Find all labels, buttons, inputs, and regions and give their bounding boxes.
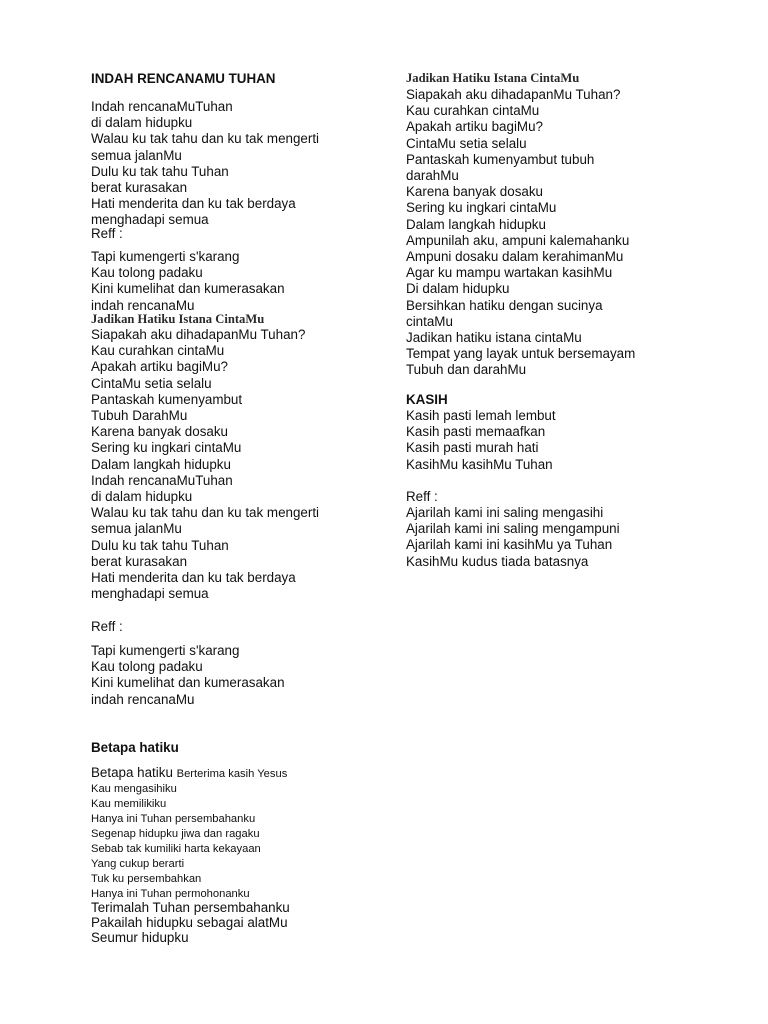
lyric-line: Karena banyak dosaku bbox=[406, 184, 543, 200]
reff-label: Reff : bbox=[91, 226, 123, 241]
lyric-line: Kini kumelihat dan kumerasakan bbox=[91, 281, 285, 297]
lyric-line: Siapakah aku dihadapanMu Tuhan? bbox=[406, 87, 621, 102]
lyric-line: Pantaskah kumenyambut bbox=[91, 391, 243, 407]
lyric-line: di dalam hidupku bbox=[91, 489, 193, 505]
lyric-line: indah rencanaMu bbox=[91, 691, 195, 707]
lyric-line: Sebab tak kumiliki harta kekayaan bbox=[91, 843, 261, 855]
lyric-line: Dulu ku tak tahu Tuhan bbox=[91, 163, 229, 179]
lyric-line: Walau ku tak tahu dan ku tak mengerti bbox=[91, 505, 320, 521]
lyric-line: Tempat yang layak untuk bersemayam bbox=[406, 346, 636, 362]
lyric-line: Tapi kumengerti s'karang bbox=[91, 249, 240, 264]
lyric-line: Jadikan hatiku istana cintaMu bbox=[406, 330, 582, 346]
lyric-line: Seumur hidupku bbox=[91, 930, 189, 945]
reff-1 bbox=[91, 249, 381, 314]
lyric-line: Sering ku ingkari cintaMu bbox=[91, 440, 242, 456]
lyric-line: cintaMu bbox=[406, 313, 453, 329]
reff-label: Reff : bbox=[406, 489, 438, 504]
song-title-jadikan-hatiku: Jadikan Hatiku Istana CintaMu bbox=[91, 312, 265, 326]
song-title-kasih: KASIH bbox=[406, 392, 448, 407]
lyric-line: di dalam hidupku bbox=[91, 115, 193, 131]
song-title-indah-rencanamu: INDAH RENCANAMU TUHAN bbox=[91, 71, 276, 86]
lyric-line: Hati menderita dan ku tak berdaya bbox=[91, 570, 296, 586]
lyric-line: Tubuh DarahMu bbox=[91, 408, 188, 424]
lyric-line: Dalam langkah hidupku bbox=[406, 216, 546, 232]
lyric-line: menghadapi semua bbox=[91, 212, 209, 228]
lyric-line: Walau ku tak tahu dan ku tak mengerti bbox=[91, 131, 320, 147]
kasih-reff bbox=[406, 505, 746, 570]
lyric-line: Indah rencanaMuTuhan bbox=[91, 472, 233, 488]
lyric-line: Di dalam hidupku bbox=[406, 281, 510, 297]
betapa-small-lyrics bbox=[91, 782, 381, 902]
lyric-line: Hanya ini Tuhan permohonanku bbox=[91, 888, 250, 900]
lyric-segment: Berterima kasih Yesus bbox=[176, 768, 288, 780]
lyric-line: Ajarilah kami ini saling mengasihi bbox=[406, 505, 604, 520]
lyric-line: Kasih pasti lemah lembut bbox=[406, 408, 556, 423]
lyric-line: Apakah artiku bagiMu? bbox=[91, 359, 228, 375]
lyric-line: Kau mengasihiku bbox=[91, 783, 177, 795]
lyric-line: Pantaskah kumenyambut tubuh bbox=[406, 151, 595, 167]
lyric-line: Indah rencanaMuTuhan bbox=[91, 99, 233, 114]
lyric-line: Yang cukup berarti bbox=[91, 858, 185, 870]
lyric-line: Agar ku mampu wartakan kasihMu bbox=[406, 265, 613, 281]
lyric-line: Pakailah hidupku sebagai alatMu bbox=[91, 915, 288, 930]
lyric-line: Bersihkan hatiku dengan sucinya bbox=[406, 297, 603, 313]
lyric-line: indah rencanaMu bbox=[91, 297, 195, 313]
lyric-line: Kasih pasti murah hati bbox=[406, 440, 539, 456]
lyric-line: menghadapi semua bbox=[91, 586, 209, 602]
lyric-line: semua jalanMu bbox=[91, 521, 182, 537]
lyric-line: Kau curahkan cintaMu bbox=[91, 343, 225, 359]
lyric-line: Dalam langkah hidupku bbox=[91, 456, 231, 472]
lyric-line: CintaMu setia selalu bbox=[91, 375, 212, 391]
lyric-line: Tubuh dan darahMu bbox=[406, 362, 527, 378]
lyric-line: KasihMu kasihMu Tuhan bbox=[406, 456, 553, 472]
lyric-line: berat kurasakan bbox=[91, 180, 188, 196]
lyric-line: darahMu bbox=[406, 168, 459, 184]
lyric-line: Ampunilah aku, ampuni kalemahanku bbox=[406, 232, 630, 248]
lyric-line: Tuk ku persembahkan bbox=[91, 873, 202, 885]
lyric-line: Kau memilikiku bbox=[91, 798, 167, 810]
betapa-end-lyrics bbox=[91, 900, 381, 945]
lyric-line: Kau curahkan cintaMu bbox=[406, 103, 540, 119]
lyric-line: Kasih pasti memaafkan bbox=[406, 424, 546, 440]
verse-1 bbox=[91, 99, 381, 229]
kasih-lyrics bbox=[406, 408, 746, 473]
lyric-line: Apakah artiku bagiMu? bbox=[406, 119, 543, 135]
lyric-line: Kau tolong padaku bbox=[91, 265, 203, 281]
jadikan-lyrics bbox=[91, 327, 381, 602]
song-title-betapa-hatiku: Betapa hatiku bbox=[91, 740, 179, 755]
lyric-line: Ajarilah kami ini saling mengampuni bbox=[406, 521, 620, 537]
lyric-line: Dulu ku tak tahu Tuhan bbox=[91, 537, 229, 553]
lyric-line: semua jalanMu bbox=[91, 147, 182, 163]
reff-label: Reff : bbox=[91, 619, 123, 634]
lyric-line: KasihMu kudus tiada batasnya bbox=[406, 553, 589, 569]
jadikan-lyrics bbox=[406, 87, 746, 379]
lyric-line: Karena banyak dosaku bbox=[91, 424, 228, 440]
lyric-line: Tapi kumengerti s'karang bbox=[91, 643, 240, 658]
betapa-first-line bbox=[91, 765, 381, 782]
lyric-line: Ampuni dosaku dalam kerahimanMu bbox=[406, 249, 624, 265]
lyric-line: Kini kumelihat dan kumerasakan bbox=[91, 675, 285, 691]
lyric-line: Kau tolong padaku bbox=[91, 659, 203, 675]
lyric-line: Siapakah aku dihadapanMu Tuhan? bbox=[91, 327, 306, 342]
lyric-line: Ajarilah kami ini kasihMu ya Tuhan bbox=[406, 537, 613, 553]
song-title-jadikan-hatiku: Jadikan Hatiku Istana CintaMu bbox=[406, 71, 580, 85]
lyric-line: Hanya ini Tuhan persembahanku bbox=[91, 813, 256, 825]
lyric-line: Sering ku ingkari cintaMu bbox=[406, 200, 557, 216]
lyric-line: Terimalah Tuhan persembahanku bbox=[91, 900, 290, 915]
reff-2 bbox=[91, 643, 381, 708]
lyric-segment: Betapa hatiku bbox=[91, 765, 177, 780]
lyric-line: CintaMu setia selalu bbox=[406, 135, 527, 151]
lyric-line: berat kurasakan bbox=[91, 553, 188, 569]
lyric-line: Hati menderita dan ku tak berdaya bbox=[91, 196, 296, 212]
lyric-line: Segenap hidupku jiwa dan ragaku bbox=[91, 828, 260, 840]
